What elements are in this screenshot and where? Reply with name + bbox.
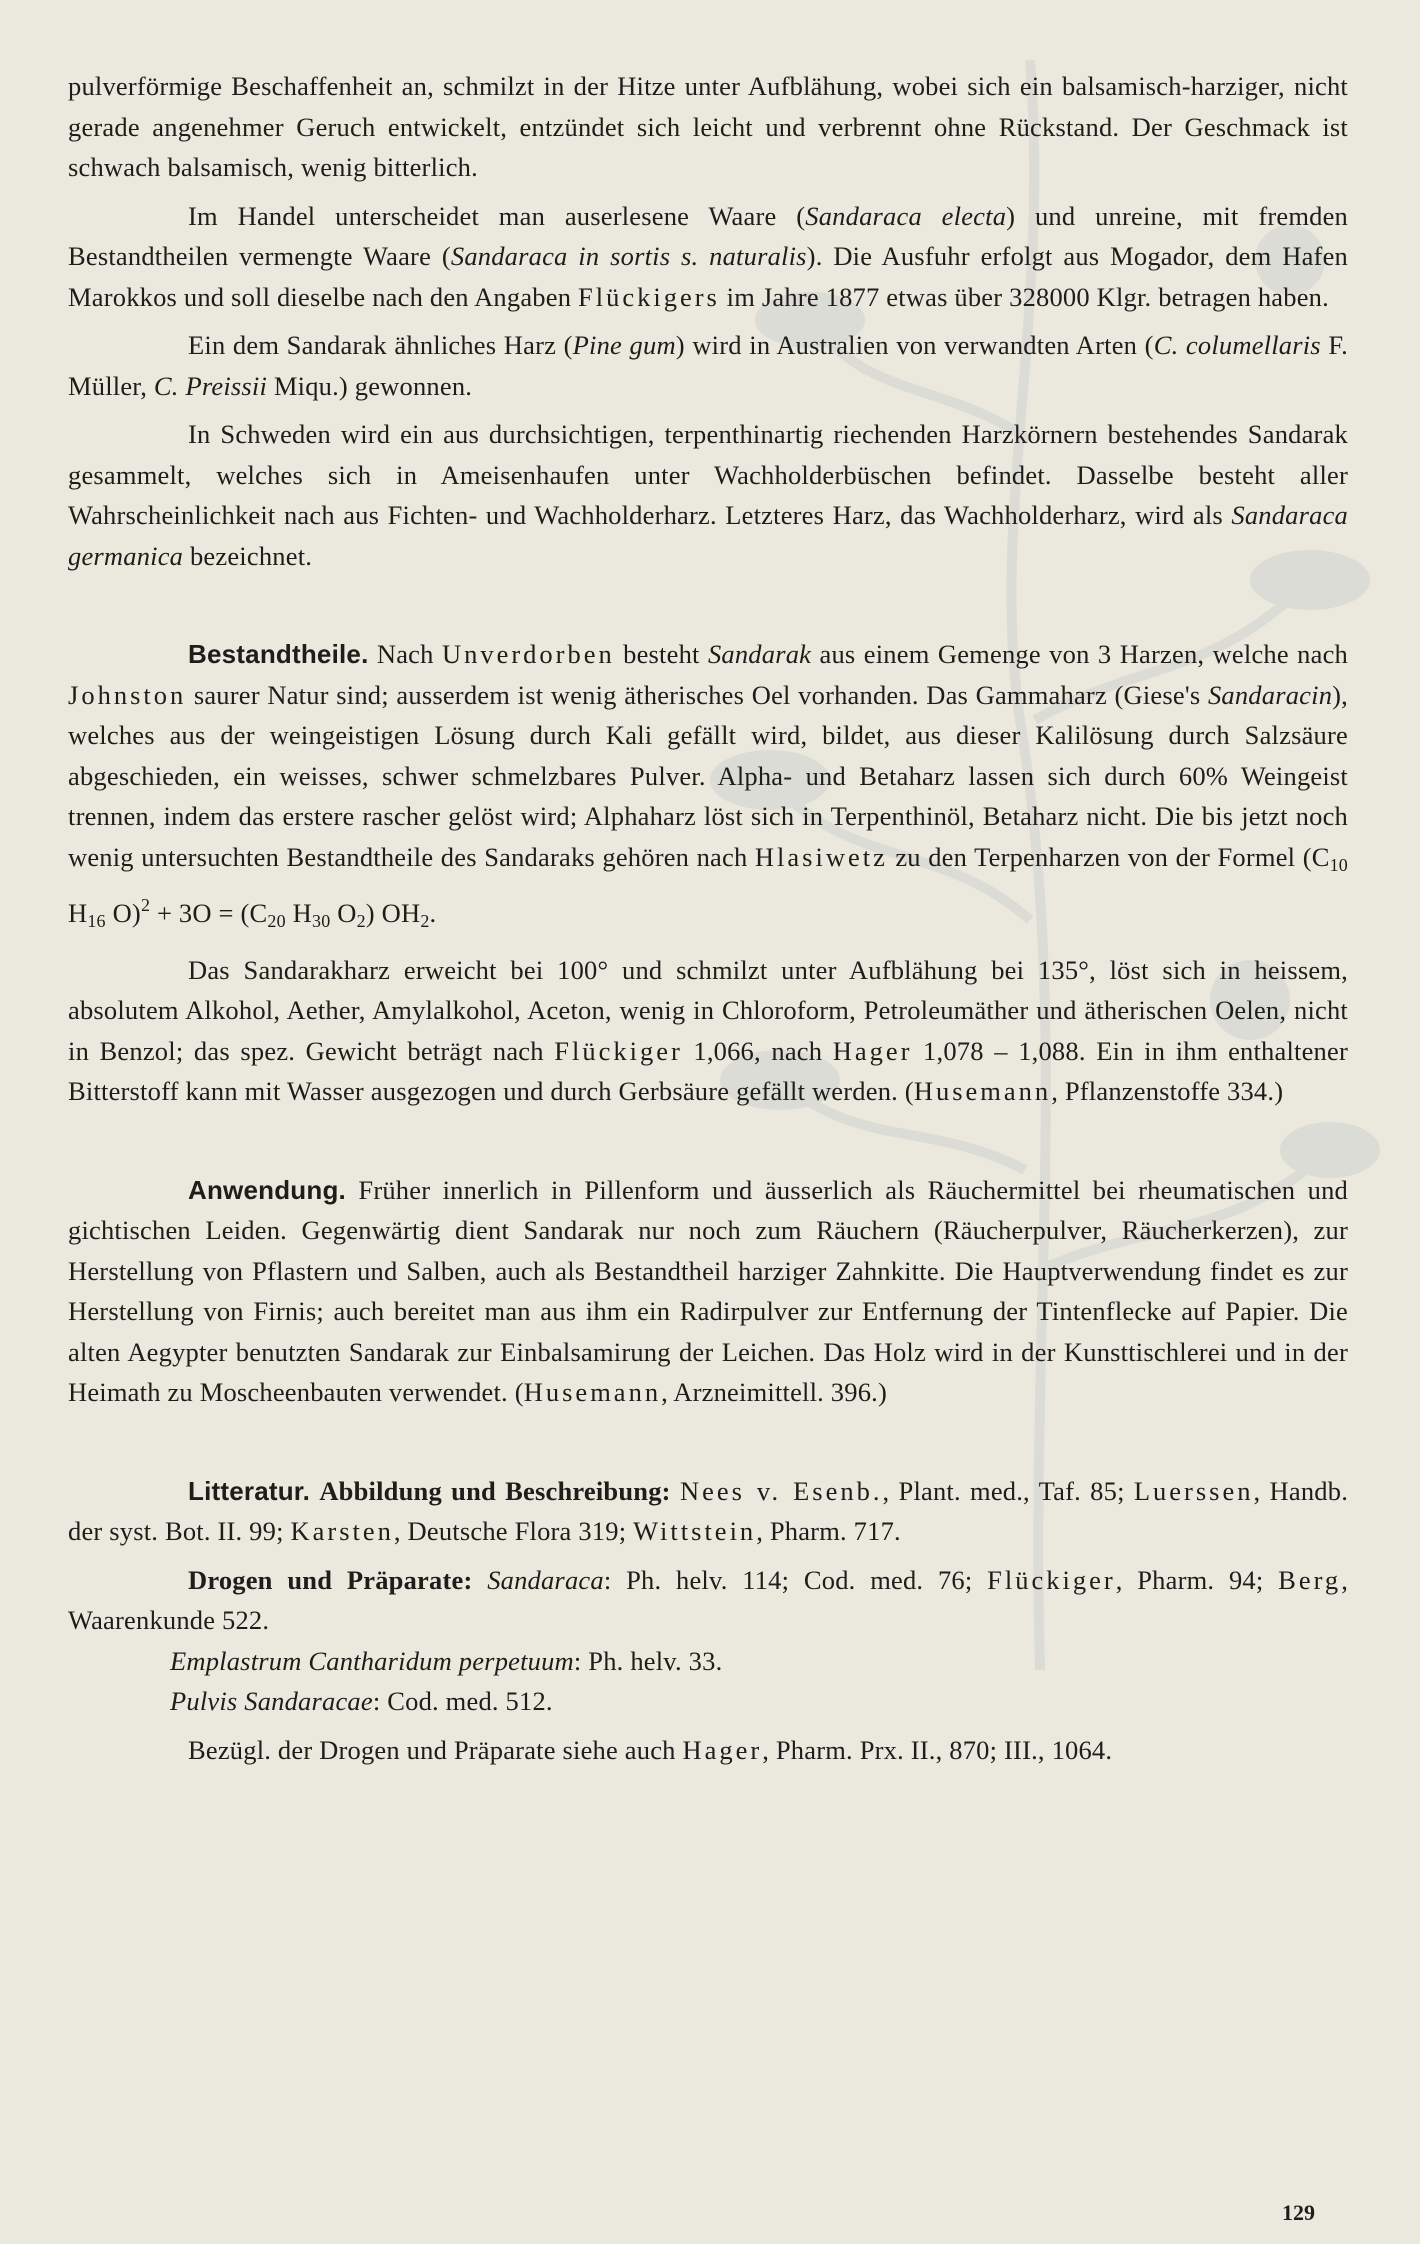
- drogen-line-emplastrum: Emplastrum Cantharidum perpetuum: Ph. helv. 33.: [170, 1645, 723, 1676]
- paragraph-resin-properties: pulverförmige Beschaffenheit an, schmilzt in der Hitze unter Aufblähung, wobei sich ein balsamisch-harziger, nicht gerade angenehmer Geruch entwickelt, entzündet sich leicht und verbrennt ohne Rückstand. Der Geschmack ist schwach balsamisch, wenig bitterlich.: [68, 71, 1348, 182]
- paragraph-trade: Im Handel unterscheidet man auserlesene Waare (Sandaraca electa) und unreine, mit fremden Bestandtheilen vermengte Waare (Sandaraca in sortis s. naturalis). Die Ausfuhr erfolgt aus Mogador, dem Hafen Marokkos und soll dieselbe nach den Angaben Flückigers im Jahre 1877 etwas über 328000 Klgr. betragen haben.: [68, 200, 1348, 312]
- section-heading-anwendung: Anwendung.: [188, 1174, 346, 1205]
- section-litteratur: Litteratur. Abbildung und Beschreibung: Nees v. Esenb., Plant. med., Taf. 85; Luerssen, Handb. der syst. Bot. II. 99; Karsten, Deutsche Flora 319; Wittstein, Pharm. 717.: [68, 1475, 1349, 1546]
- section-anwendung: Anwendung. Früher innerlich in Pillenform und äusserlich als Räuchermittel bei rheumatischen und gichtischen Leiden. Gegenwärtig dient Sandarak nur noch zum Räuchern (Räucherpulver, Räucherkerzen), zur Herstellung von Pflastern und Salben, auch als Bestandtheil harziger Zahnkitte. Die Hauptverwendung findet es zur Herstellung von Firnis; auch bereitet man aus ihm ein Radirpulver zur Entfernung der Tintenflecke auf Papier. Die alten Aegypter benutzten Sandarak zur Einbalsamirung der Leichen. Das Holz wird in der Kunsttischlerei und in der Heimath zu Moscheenbauten verwendet. (Husemann, Arzneimittell. 396.): [68, 1174, 1348, 1407]
- paragraph-sandarakharz: Das Sandarakharz erweicht bei 100° und schmilzt unter Aufblähung bei 135°, löst sich in heissem, absolutem Alkohol, Aether, Amylalkohol, Aceton, wenig in Chloroform, Petroleumäther und ätherischen Oelen, nicht in Benzol; das spez. Gewicht beträgt nach Flückiger 1,066, nach Hager 1,078 – 1,088. Ein in ihm enthaltener Bitterstoff kann mit Wasser ausgezogen und durch Gerbsäure gefällt werden. (Husemann, Pflanzenstoffe 334.): [68, 954, 1348, 1106]
- section-heading-bestandtheile: Bestandtheile.: [188, 639, 369, 669]
- section-heading-litteratur: Litteratur.: [188, 1475, 311, 1506]
- drogen-line-pulvis: Pulvis Sandaracae: Cod. med. 512.: [170, 1686, 553, 1716]
- chemical-formula: zu den Terpenharzen von der Formel ($C_{10}$ $H_{16}$ $O)^2 + 3O = (C_{20}$ $H_{30}$ $O_2$) $OH_2$.: [68, 841, 1348, 931]
- page-number: 129: [1282, 2200, 1315, 2225]
- page-text: [68, 66, 1348, 1770]
- paragraph-sweden: In Schweden wird ein aus durchsichtigen, terpenthinartig riechenden Harzkörnern bestehendes Sandarak gesammelt, welches sich in Ameisenhaufen unter Wachholderbüschen befindet. Dasselbe besteht aller Wahrscheinlichkeit nach aus Fichten- und Wachholderharz. Letzteres Harz, das Wachholderharz, wird als Sandaraca germanica bezeichnet.: [68, 419, 1348, 571]
- section-drogen: Drogen und Präparate: Sandaraca: Ph. helv. 114; Cod. med. 76; Flückiger, Pharm. 94; Berg, Waarenkunde 522.: [68, 1564, 1349, 1635]
- section-heading-drogen: Drogen und Präparate:: [188, 1564, 473, 1595]
- paragraph-bezugl: Bezügl. der Drogen und Präparate siehe auch Hager, Pharm. Prx. II., 870; III., 1064.: [188, 1734, 1113, 1765]
- paragraph-australia: Ein dem Sandarak ähnliches Harz (Pine gum) wird in Australien von verwandten Arten (C. columellaris F. Müller, C. Preissii Miqu.) gewonnen.: [68, 330, 1348, 401]
- section-bestandtheile: Bestandtheile. Nach Unverdorben besteht Sandarak aus einem Gemenge von 3 Harzen, welche nach Johnston saurer Natur sind; ausserdem ist wenig ätherisches Oel vorhanden. Das Gammaharz (Giese's Sandaracin), welches aus der weingeistigen Lösung durch Kali gefällt wird, bildet, aus dieser Kalilösung durch Salzsäure abgeschieden, ein weisses, schwer schmelzbares Pulver. Alpha- und Betaharz lassen sich durch 60% Weingeist trennen, indem das erstere rascher gelöst wird; Alphaharz löst sich in Terpenthinöl, Betaharz nicht. Die bis jetzt noch wenig untersuchten Bestandtheile des Sandaraks gehören nach Hlasiwetz zu den Terpenharzen von der Formel ($C_{10}$ $H_{16}$ $O)^2 + 3O = (C_{20}$ $H_{30}$ $O_2$) $OH_2$.: [68, 639, 1348, 931]
